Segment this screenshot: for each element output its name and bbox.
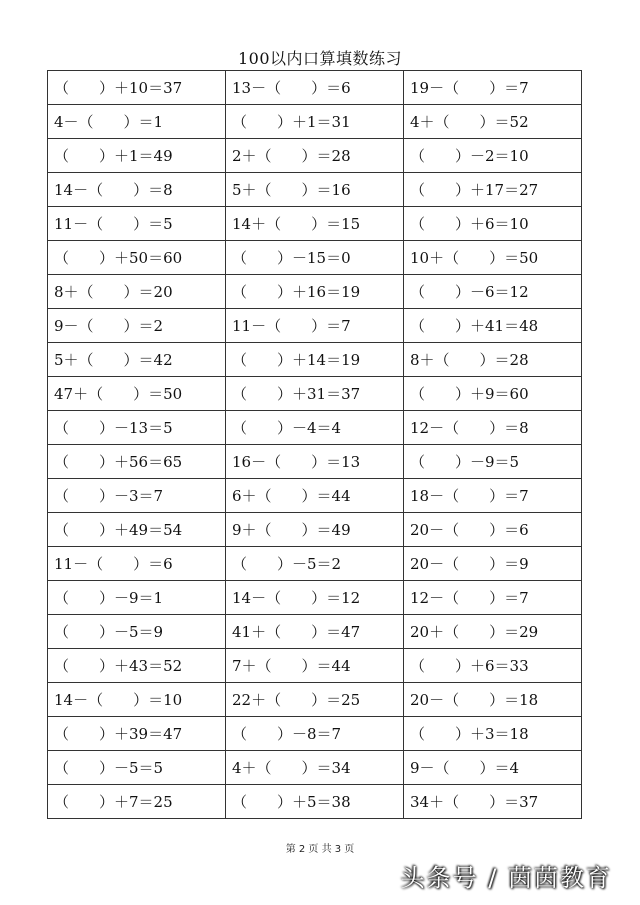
exercise-cell: 11－（ ）＝5 [48,207,226,241]
exercise-cell: （ ）－5＝5 [48,751,226,785]
exercise-cell: 20－（ ）＝9 [404,547,582,581]
exercise-cell: （ ）＋41＝48 [404,309,582,343]
exercise-cell: 20＋（ ）＝29 [404,615,582,649]
exercise-cell: 4－（ ）＝1 [48,105,226,139]
exercise-cell: （ ）－15＝0 [226,241,404,275]
exercise-cell: 11－（ ）＝7 [226,309,404,343]
table-row [48,785,582,819]
exercise-cell: （ ）－13＝5 [48,411,226,445]
exercise-cell: 14－（ ）＝12 [226,581,404,615]
exercise-cell: （ ）－9＝5 [404,445,582,479]
exercise-cell: （ ）－3＝7 [48,479,226,513]
table-row [48,343,582,377]
exercise-cell: （ ）＋16＝19 [226,275,404,309]
table-row [48,547,582,581]
exercise-cell: 14－（ ）＝8 [48,173,226,207]
table-row [48,275,582,309]
exercise-cell: 16－（ ）＝13 [226,445,404,479]
exercise-cell: 20－（ ）＝18 [404,683,582,717]
exercise-cell: 8＋（ ）＝20 [48,275,226,309]
exercise-cell: 5＋（ ）＝42 [48,343,226,377]
table-row [48,513,582,547]
exercise-cell: 14＋（ ）＝15 [226,207,404,241]
exercise-cell: 7＋（ ）＝44 [226,649,404,683]
exercise-cell: （ ）＋39＝47 [48,717,226,751]
exercise-cell: 20－（ ）＝6 [404,513,582,547]
exercise-cell: （ ）＋56＝65 [48,445,226,479]
exercise-cell: 12－（ ）＝7 [404,581,582,615]
exercise-cell: （ ）＋49＝54 [48,513,226,547]
exercise-cell: （ ）－4＝4 [226,411,404,445]
watermark: 头条号 / 茵茵教育 [400,864,612,892]
exercise-cell: 9＋（ ）＝49 [226,513,404,547]
exercise-cell: （ ）＋10＝37 [48,71,226,105]
exercise-cell: （ ）＋6＝10 [404,207,582,241]
table-row [48,105,582,139]
exercise-cell: （ ）＋5＝38 [226,785,404,819]
exercise-cell: （ ）＋14＝19 [226,343,404,377]
exercise-cell: （ ）＋17＝27 [404,173,582,207]
table-row [48,411,582,445]
table-row [48,445,582,479]
exercise-cell: （ ）＋3＝18 [404,717,582,751]
exercise-cell: 4＋（ ）＝34 [226,751,404,785]
exercise-cell: 2＋（ ）＝28 [226,139,404,173]
exercise-cell: 19－（ ）＝7 [404,71,582,105]
exercise-cell: 11－（ ）＝6 [48,547,226,581]
page-title: 100以内口算填数练习 [237,49,403,68]
exercise-cell: （ ）－5＝2 [226,547,404,581]
table-row [48,751,582,785]
exercise-cell: 10＋（ ）＝50 [404,241,582,275]
exercise-cell: （ ）＋1＝49 [48,139,226,173]
exercise-cell: 8＋（ ）＝28 [404,343,582,377]
table-row [48,71,582,105]
table-row [48,207,582,241]
table-row [48,683,582,717]
exercise-cell: （ ）＋1＝31 [226,105,404,139]
exercise-cell: 41＋（ ）＝47 [226,615,404,649]
exercise-cell: 5＋（ ）＝16 [226,173,404,207]
exercise-cell: 13－（ ）＝6 [226,71,404,105]
exercise-cell: （ ）－9＝1 [48,581,226,615]
table-row [48,309,582,343]
table-row [48,173,582,207]
exercise-cell: （ ）＋9＝60 [404,377,582,411]
exercise-cell: （ ）＋6＝33 [404,649,582,683]
exercise-cell: （ ）－8＝7 [226,717,404,751]
table-row [48,479,582,513]
exercise-cell: 6＋（ ）＝44 [226,479,404,513]
exercise-table-body [48,71,582,819]
exercise-cell: （ ）＋31＝37 [226,377,404,411]
table-row [48,241,582,275]
exercise-cell: （ ）＋43＝52 [48,649,226,683]
exercise-cell: 9－（ ）＝4 [404,751,582,785]
table-row [48,377,582,411]
table-row [48,649,582,683]
exercise-cell: 12－（ ）＝8 [404,411,582,445]
exercise-cell: （ ）＋50＝60 [48,241,226,275]
page-footer: 第 2 页 共 3 页 [285,844,355,855]
exercise-cell: （ ）－2＝10 [404,139,582,173]
exercise-cell: 14－（ ）＝10 [48,683,226,717]
exercise-cell: 4＋（ ）＝52 [404,105,582,139]
table-row [48,717,582,751]
exercise-cell: 47＋（ ）＝50 [48,377,226,411]
exercise-cell: 34＋（ ）＝37 [404,785,582,819]
table-row [48,581,582,615]
exercise-cell: （ ）＋7＝25 [48,785,226,819]
exercise-cell: 18－（ ）＝7 [404,479,582,513]
exercise-cell: 9－（ ）＝2 [48,309,226,343]
exercise-cell: （ ）－6＝12 [404,275,582,309]
table-row [48,615,582,649]
table-row [48,139,582,173]
exercise-table [47,70,582,819]
exercise-cell: 22＋（ ）＝25 [226,683,404,717]
exercise-cell: （ ）－5＝9 [48,615,226,649]
